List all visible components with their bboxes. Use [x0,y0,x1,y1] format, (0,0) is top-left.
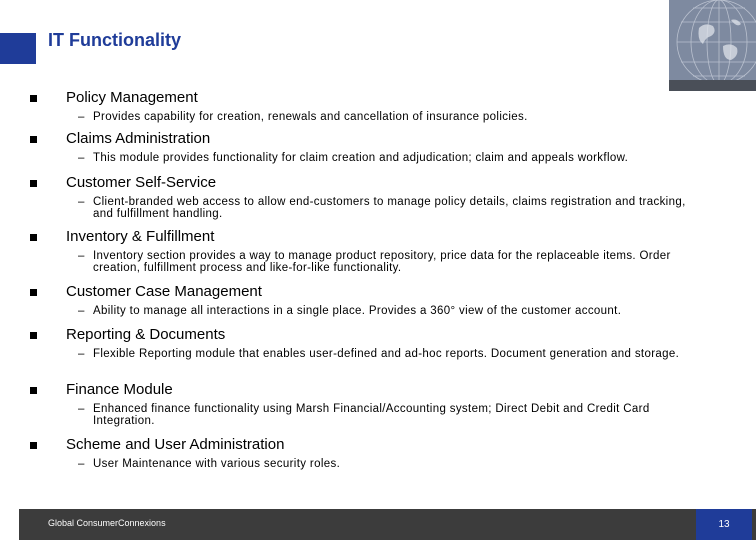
item-heading: Customer Case Management [66,283,262,300]
item-heading: Claims Administration [66,130,211,147]
item-heading: Inventory & Fulfillment [66,228,215,245]
globe-base-bar [669,80,756,91]
footer-edge [0,509,19,540]
footer-brand: Global ConsumerConnexions [48,518,166,528]
dash-marker: – [78,196,85,208]
item-detail: – Client-branded web access to allow end-customers to manage policy details, claims registration and tracking, and fulfillment handling. [78,196,686,220]
dash-marker: – [78,111,85,123]
item-detail: – This module provides functionality for claim creation and adjudication; claim and appeals workflow. [78,152,629,164]
page-number-box [696,509,752,540]
item-heading: Customer Self-Service [66,174,217,191]
page-title: IT Functionality [48,30,181,50]
dash-marker: – [78,458,85,470]
item-heading: Policy Management [66,89,198,106]
item-heading: Finance Module [66,381,173,398]
square-bullet-icon [30,234,37,241]
dash-marker: – [78,152,85,164]
square-bullet-icon [30,387,37,394]
square-bullet-icon [30,95,37,102]
dash-marker: – [78,403,85,415]
dash-marker: – [78,348,85,360]
square-bullet-icon [30,442,37,449]
square-bullet-icon [30,332,37,339]
item-detail: – User Maintenance with various security roles. [78,458,341,470]
item-detail: – Provides capability for creation, renewals and cancellation of insurance policies. [78,111,528,123]
title-accent-bar [0,33,36,64]
footer-bar [0,509,756,540]
square-bullet-icon [30,289,37,296]
dash-marker: – [78,305,85,317]
item-heading: Reporting & Documents [66,326,226,343]
dash-marker: – [78,250,85,262]
square-bullet-icon [30,180,37,187]
globe-icon [669,0,756,80]
item-detail: – Flexible Reporting module that enables user-defined and ad-hoc reports. Document generation and storage. [78,348,680,360]
item-detail: – Enhanced finance functionality using Marsh Financial/Accounting system; Direct Debit and Credit Card Integration. [78,403,650,427]
item-detail: – Ability to manage all interactions in a single place. Provides a 360° view of the customer account. [78,305,622,317]
square-bullet-icon [30,136,37,143]
item-heading: Scheme and User Administration [66,436,285,453]
page-number: 13 [718,519,730,530]
item-detail: – Inventory section provides a way to manage product repository, price data for the replaceable items. Order creation, fulfillment process and like-for-like functionality. [78,250,671,274]
